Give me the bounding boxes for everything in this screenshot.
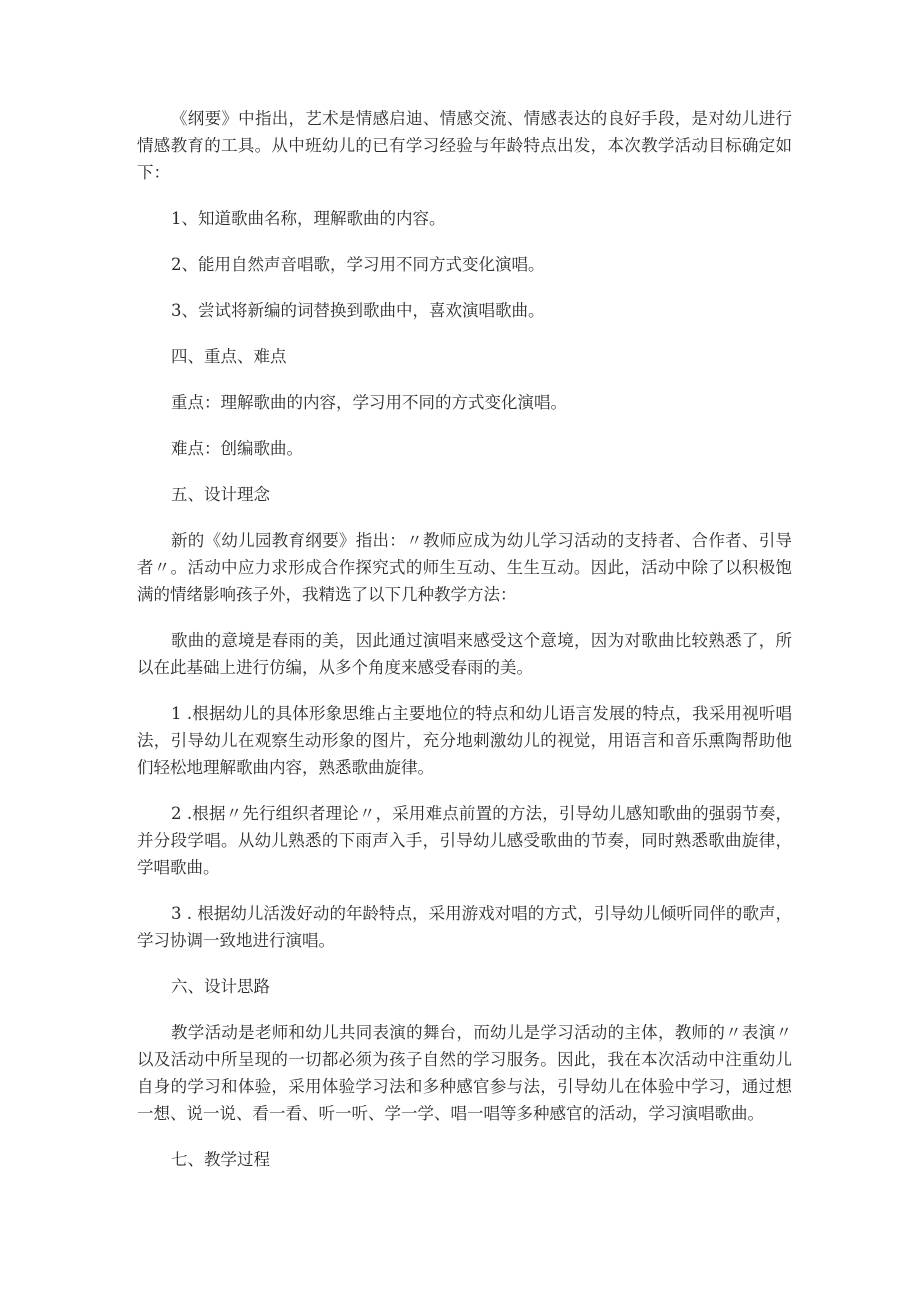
document-page bbox=[137, 105, 792, 1192]
method-item-1: 1 .根据幼儿的具体形象思维占主要地位的特点和幼儿语言发展的特点，我采用视听唱法，引导幼儿在观察生动形象的图片，充分地刺激幼儿的视觉，用语言和音乐熏陶帮助他们轻松地理解歌曲内容，熟悉歌曲旋律。 bbox=[137, 704, 792, 777]
key-point-text: 重点：理解歌曲的内容，学习用不同的方式变化演唱。 bbox=[171, 393, 567, 412]
goal-item-3: 3、尝试将新编的词替换到歌曲中，喜欢演唱歌曲。 bbox=[171, 301, 545, 320]
method-item-2: 2 .根据〃先行组织者理论〃，采用难点前置的方法，引导幼儿感知歌曲的强弱节奏，并分段学唱。从幼儿熟悉的下雨声入手，引导幼儿感受歌曲的节奏，同时熟悉歌曲旋律，学唱歌曲。 bbox=[137, 804, 792, 877]
goal-item-1: 1、知道歌曲名称，理解歌曲的内容。 bbox=[171, 209, 446, 228]
goal-item-2: 2、能用自然声音唱歌，学习用不同方式变化演唱。 bbox=[171, 255, 545, 274]
paragraph-design: 教学活动是老师和幼儿共同表演的舞台，而幼儿是学习活动的主体，教师的〃表演〃以及活动中所呈现的一切都必须为孩子自然的学习服务。因此，我在本次活动中注重幼儿自身的学习和体验，采用体验学习法和多种感官参与法，引导幼儿在体验中学习，通过想一想、说一说、看一看、听一听、学一学、唱一唱等多种感官的活动，学习演唱歌曲。 bbox=[137, 1023, 792, 1123]
paragraph-intro: 《纲要》中指出，艺术是情感启迪、情感交流、情感表达的良好手段，是对幼儿进行情感教育的工具。从中班幼儿的已有学习经验与年龄特点出发，本次教学活动目标确定如下： bbox=[137, 109, 792, 182]
section-heading-6: 六、设计思路 bbox=[171, 977, 270, 996]
difficulty-text: 难点：创编歌曲。 bbox=[171, 439, 303, 458]
section-heading-7: 七、教学过程 bbox=[171, 1150, 270, 1169]
method-item-3: 3 . 根据幼儿活泼好动的年龄特点，采用游戏对唱的方式，引导幼儿倾听同伴的歌声，学习协调一致地进行演唱。 bbox=[137, 904, 792, 950]
paragraph-mood: 歌曲的意境是春雨的美，因此通过演唱来感受这个意境，因为对歌曲比较熟悉了，所以在此基础上进行仿编，从多个角度来感受春雨的美。 bbox=[137, 631, 792, 677]
section-heading-5: 五、设计理念 bbox=[171, 485, 270, 504]
section-heading-4: 四、重点、难点 bbox=[171, 347, 287, 366]
paragraph-concept: 新的《幼儿园教育纲要》指出：〃教师应成为幼儿学习活动的支持者、合作者、引导者〃。活动中应力求形成合作探究式的师生互动、生生互动。因此，活动中除了以积极饱满的情绪影响孩子外，我精选了以下几种教学方法： bbox=[137, 531, 792, 604]
